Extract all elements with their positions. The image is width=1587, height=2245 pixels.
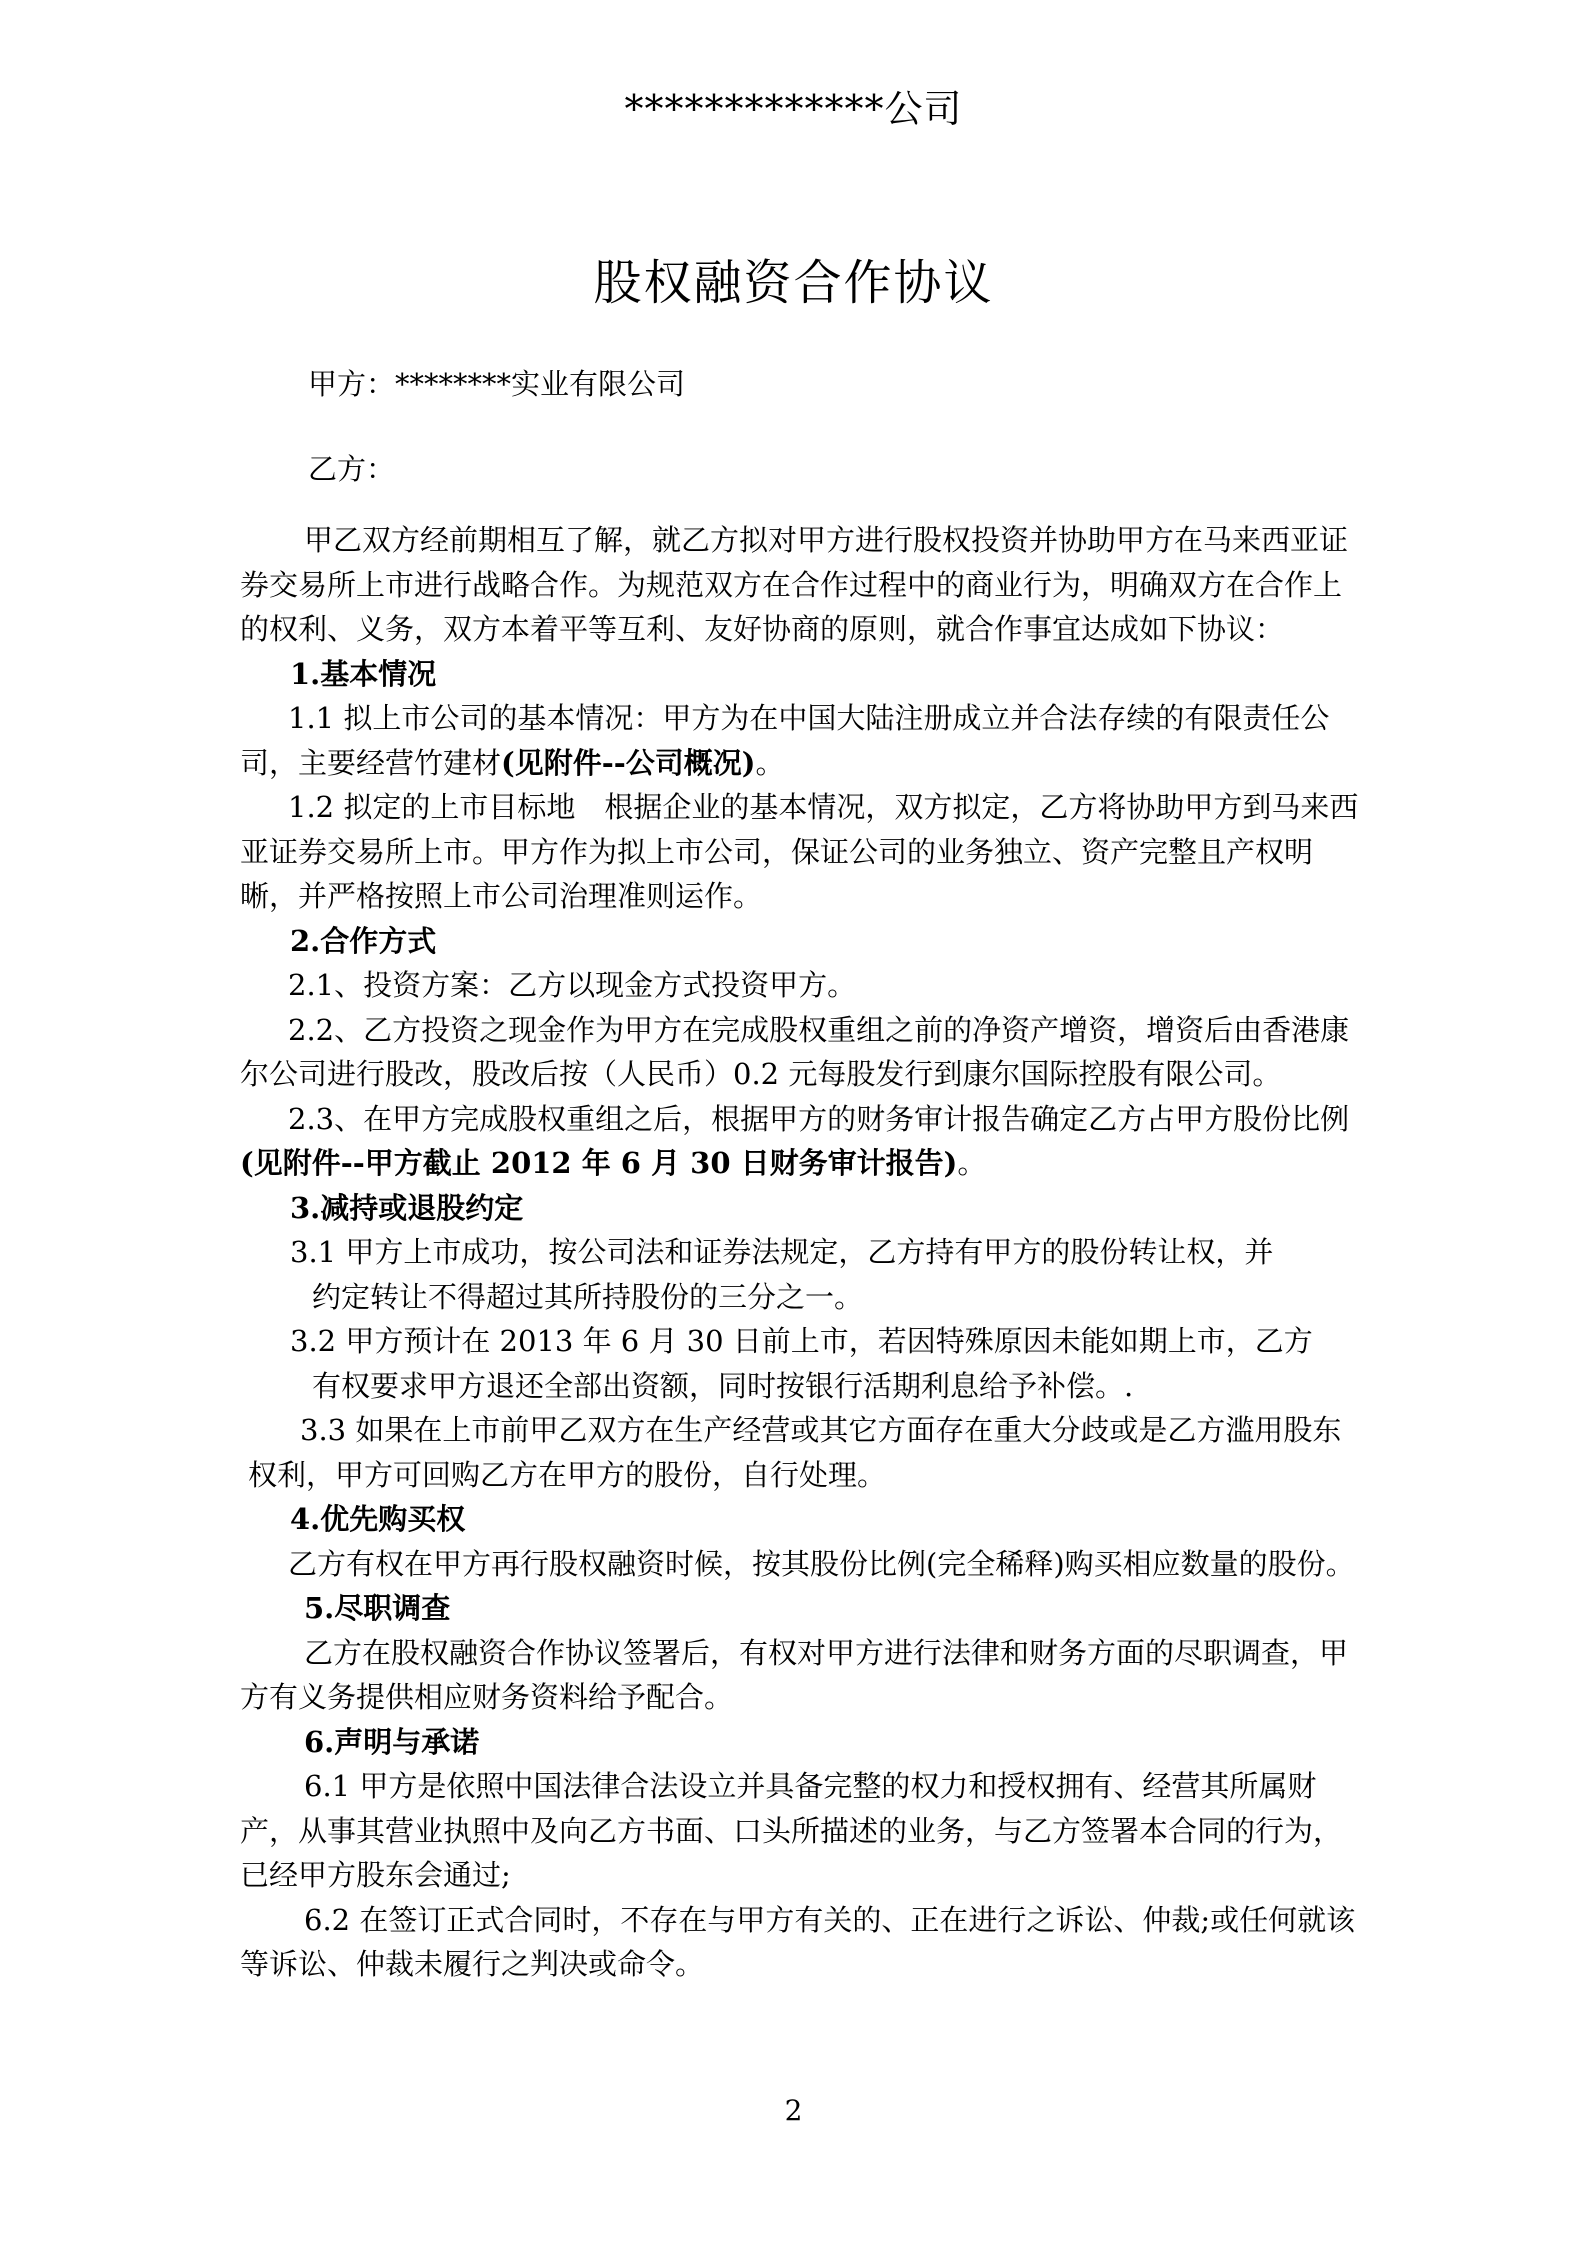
clause-2-3-end: 。 [957,1146,987,1180]
clause-1-2: 1.2 拟定的上市目标地 根据企业的基本情况，双方拟定，乙方将协助甲方到马来西亚证券交易所上市。甲方作为拟上市公司，保证公司的业务独立、资产完整且产权明晰，并严格按照上市公司治理准则运作。 [240,790,1359,913]
clause-3-2-line1: 3.2 甲方预计在 2013 年 6 月 30 日前上市，若因特殊原因未能如期上市，乙方 [290,1324,1313,1358]
page-number: 2 [784,2094,803,2127]
party-a: 甲方：********实业有限公司 [308,367,686,401]
clause-1-1-text: 1.1 拟上市公司的基本情况：甲方为在中国大陆注册成立并合法存续的有限责任公司，主要经营竹建材 [240,701,1330,780]
clause-4: 乙方有权在甲方再行股权融资时候，按其股份比例(完全稀释)购买相应数量的股份。 [288,1546,1355,1581]
clause-6-2: 6.2 在签订正式合同时，不存在与甲方有关的、正在进行之诉讼、仲裁;或任何就该等诉讼、仲裁未履行之判决或命令。 [240,1902,1356,1981]
company-header: *************公司 [624,87,963,131]
section-2-heading: 2.合作方式 [290,923,437,958]
section-4-heading: 4.优先购买权 [290,1502,466,1536]
section-6-heading: 6.声明与承诺 [304,1724,480,1759]
clause-3-3: 3.3 如果在上市前甲乙双方在生产经营或其它方面存在重大分歧或是乙方滥用股东权利，甲方可回购乙方在甲方的股份，自行处理。 [248,1413,1342,1492]
section-3-heading: 3.减持或退股约定 [290,1190,524,1225]
section-5-heading: 5.尽职调查 [304,1591,451,1625]
clause-2-3-attachment: (见附件--甲方截止 2012 年 6 月 30 日财务审计报告) [240,1146,958,1180]
party-b: 乙方： [308,452,396,486]
clause-1-1 [240,696,1360,785]
agreement-body [240,518,1360,1987]
clause-1-1-attachment: (见附件--公司概况) [501,745,756,780]
clause-1-1-end: 。 [755,745,785,780]
agreement-title: 股权融资合作协议 [593,255,994,311]
clause-2-3 [240,1097,1360,1186]
clause-3-1-line1: 3.1 甲方上市成功，按公司法和证券法规定，乙方持有甲方的股份转让权，并 [290,1235,1274,1269]
clause-2-1: 2.1、投资方案：乙方以现金方式投资甲方。 [288,968,857,1002]
clause-2-3-text: 2.3、在甲方完成股权重组之后，根据甲方的财务审计报告确定乙方占甲方股份比例 [288,1101,1350,1136]
section-1-heading: 1.基本情况 [290,656,437,691]
intro-paragraph: 甲乙双方经前期相互了解，就乙方拟对甲方进行股权投资并协助甲方在马来西亚证券交易所上市进行战略合作。为规范双方在合作过程中的商业行为，明确双方在合作上的权利、义务，双方本着平等互利、友好协商的原则，就合作事宜达成如下协议： [240,523,1349,646]
clause-2-2: 2.2、乙方投资之现金作为甲方在完成股权重组之前的净资产增资，增资后由香港康尔公司进行股改，股改后按（人民币）0.2 元每股发行到康尔国际控股有限公司。 [240,1012,1350,1091]
clause-5: 乙方在股权融资合作协议签署后，有权对甲方进行法律和财务方面的尽职调查，甲方有义务提供相应财务资料给予配合。 [240,1635,1349,1714]
clause-6-1: 6.1 甲方是依照中国法律合法设立并具备完整的权力和授权拥有、经营其所属财产，从事其营业执照中及向乙方书面、口头所描述的业务，与乙方签署本合同的行为，已经甲方股东会通过; [240,1769,1343,1892]
clause-3-2-line2: 有权要求甲方退还全部出资额，同时按银行活期利息给予补偿。. [312,1368,1134,1403]
clause-3-1-line2: 约定转让不得超过其所持股份的三分之一。 [312,1279,864,1314]
